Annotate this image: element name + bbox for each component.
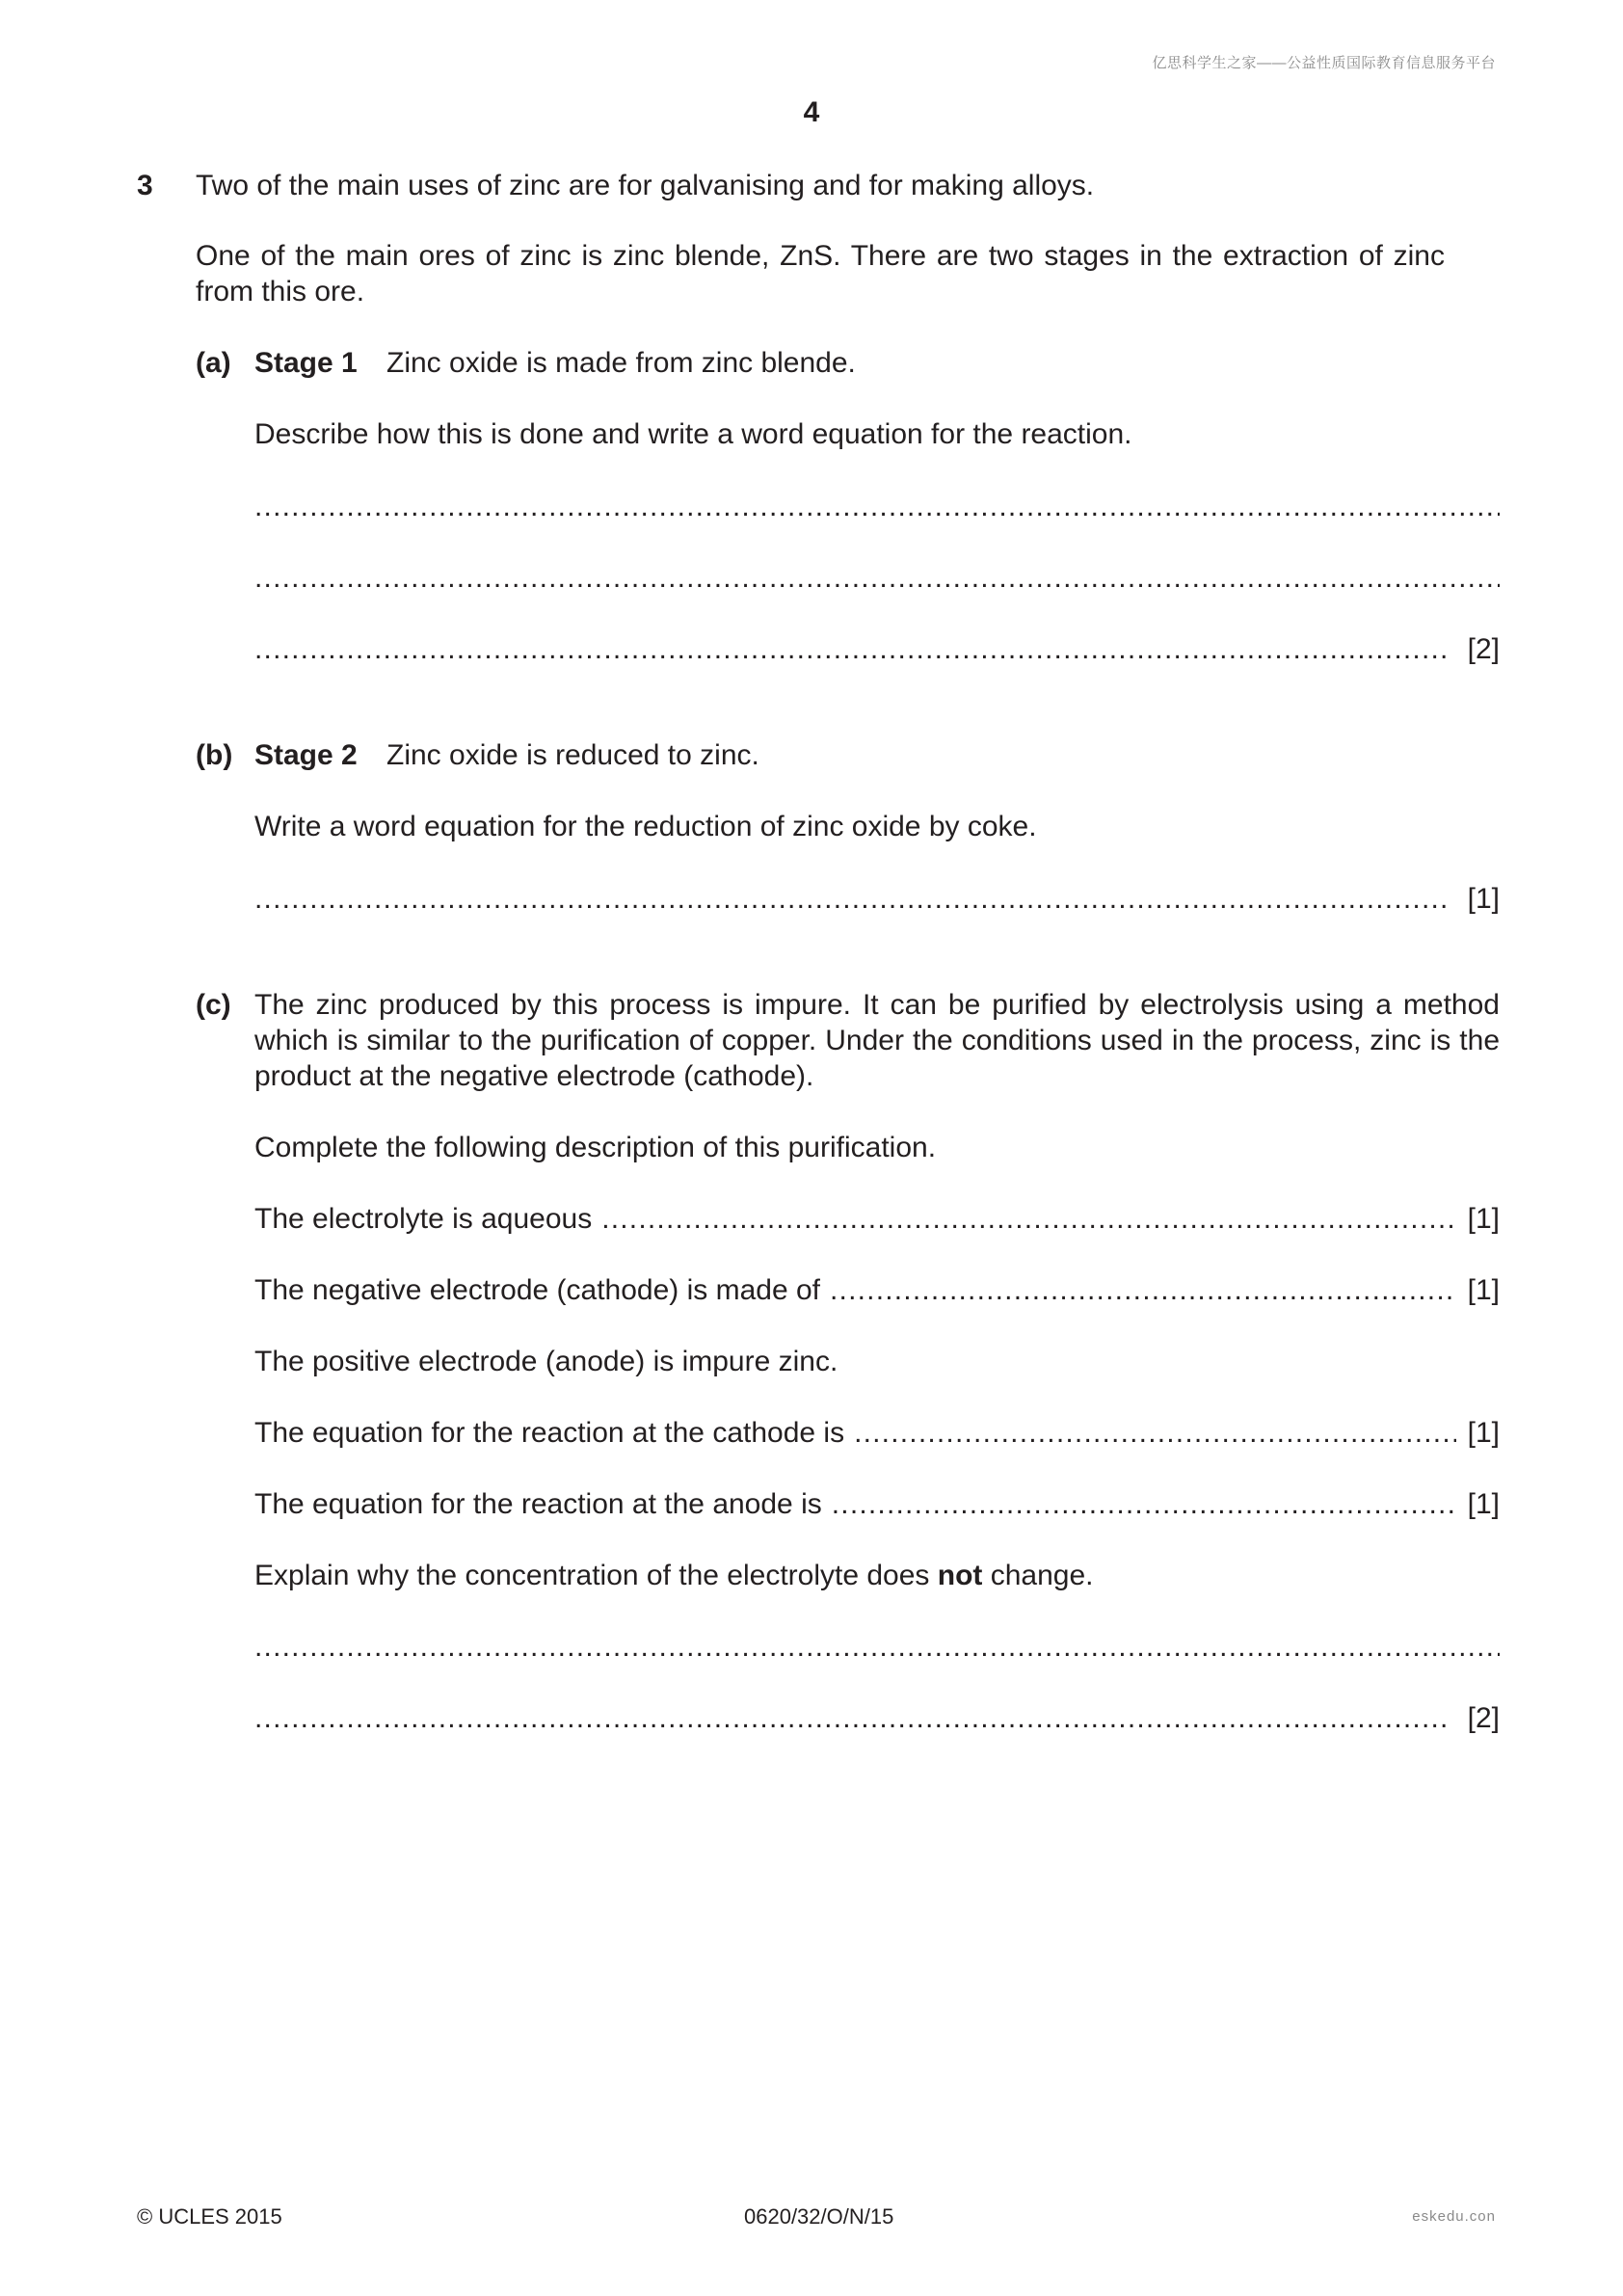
page-number: 4 <box>803 96 820 128</box>
footer-copyright: © UCLES 2015 <box>137 2204 282 2229</box>
explain-answer-line-2[interactable] <box>254 1700 1450 1736</box>
anode-equation-row <box>254 1486 1500 1522</box>
cathode-material-row <box>254 1272 1500 1308</box>
explain-marks: [2] <box>1467 1702 1500 1734</box>
explain-answer-line-1[interactable] <box>254 1629 1500 1665</box>
explain-text-before: Explain why the concentration of the electrolyte does <box>254 1560 930 1591</box>
electrolyte-label: The electrolyte is aqueous <box>254 1203 593 1235</box>
electrolyte-answer-line[interactable] <box>601 1201 1455 1237</box>
cathode-equation-marks: [1] <box>1467 1417 1500 1449</box>
header-watermark: 亿思科学生之家——公益性质国际教育信息服务平台 <box>1152 55 1496 71</box>
part-a-answer-line-1[interactable] <box>254 489 1500 524</box>
question-context: One of the main ores of zinc is zinc blende, ZnS. There are two stages in the extraction of zinc from this ore. <box>196 240 1445 307</box>
footer-paper-code: 0620/32/O/N/15 <box>744 2204 894 2229</box>
part-b-marks: [1] <box>1467 883 1500 915</box>
anode-equation-answer-line[interactable] <box>832 1486 1456 1522</box>
part-a-stage-text: Zinc oxide is made from zinc blende. <box>386 347 856 379</box>
explain-text-after: change. <box>990 1560 1094 1591</box>
electrolyte-marks: [1] <box>1467 1203 1500 1235</box>
cathode-equation-label: The equation for the reaction at the cathode is <box>254 1417 845 1449</box>
footer-site: eskedu.con <box>1412 2208 1496 2225</box>
cathode-material-label: The negative electrode (cathode) is made of <box>254 1274 821 1306</box>
part-b-stage-text: Zinc oxide is reduced to zinc. <box>386 739 759 771</box>
explain-text-bold: not <box>937 1560 983 1591</box>
part-c-text: The zinc produced by this process is impure. It can be purified by electrolysis using a method which is similar to the purification of copper. Under the conditions used in the process, zinc is the product at the negative electrode (cathode). <box>254 989 1500 1092</box>
explain-instruction <box>254 1558 1094 1593</box>
part-a-answer-line-2[interactable] <box>254 560 1500 596</box>
cathode-equation-answer-line[interactable] <box>854 1415 1456 1451</box>
part-a-instruction: Describe how this is done and write a word equation for the reaction. <box>254 418 1132 450</box>
question-number: 3 <box>137 170 153 201</box>
part-a-label: (a) <box>196 347 231 379</box>
part-a-marks: [2] <box>1467 633 1500 665</box>
part-c-label: (c) <box>196 989 231 1021</box>
anode-statement: The positive electrode (anode) is impure zinc. <box>254 1346 838 1377</box>
part-c-instruction: Complete the following description of this purification. <box>254 1132 937 1163</box>
part-b-instruction: Write a word equation for the reduction of zinc oxide by coke. <box>254 811 1037 842</box>
part-a-answer-line-3[interactable] <box>254 631 1450 667</box>
part-b-label: (b) <box>196 739 233 771</box>
cathode-equation-row <box>254 1415 1500 1451</box>
question-intro: Two of the main uses of zinc are for galvanising and for making alloys. <box>196 170 1095 201</box>
part-b-stage: Stage 2 <box>254 739 358 771</box>
cathode-material-answer-line[interactable] <box>830 1272 1456 1308</box>
part-a-stage: Stage 1 <box>254 347 358 379</box>
part-b-answer-line[interactable] <box>254 881 1450 917</box>
anode-equation-marks: [1] <box>1467 1488 1500 1520</box>
electrolyte-row <box>254 1201 1500 1237</box>
anode-equation-label: The equation for the reaction at the anode is <box>254 1488 822 1520</box>
cathode-material-marks: [1] <box>1467 1274 1500 1306</box>
